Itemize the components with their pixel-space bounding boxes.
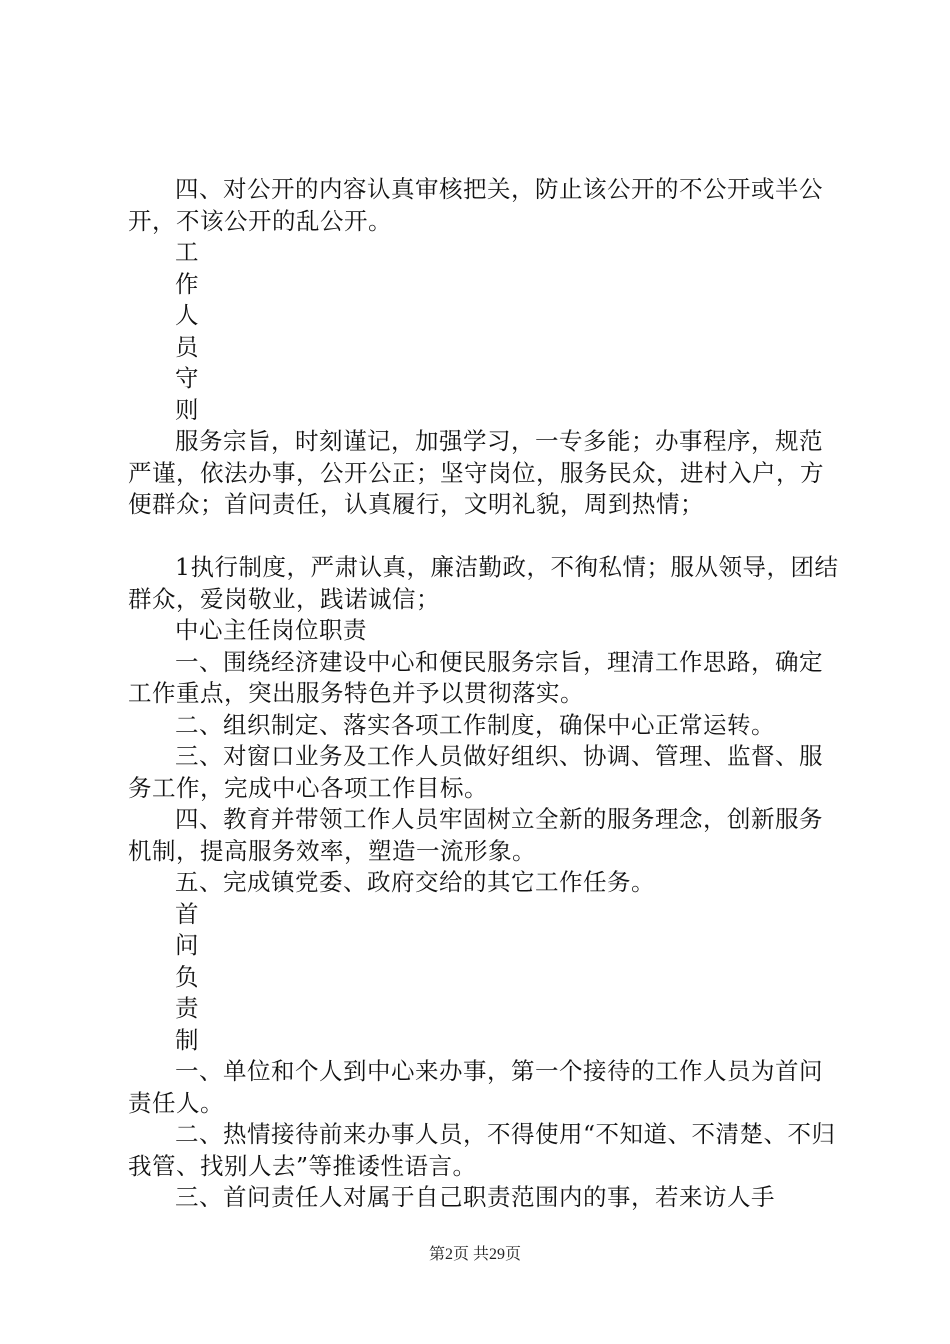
paragraph: 一、围绕经济建设中心和便民服务宗旨，理清工作思路，确定工作重点，突出服务特色并予以贯彻落实。	[128, 647, 823, 707]
vertical-heading-work-rules	[128, 237, 840, 426]
heading-char: 人	[175, 301, 199, 329]
heading-char: 首	[175, 899, 199, 928]
paragraph: 一、单位和个人到中心来办事，第一个接待的工作人员为首问责任人。	[128, 1057, 823, 1117]
section-heading: 中心主任岗位职责	[175, 616, 367, 644]
paragraph: 1执行制度，严肃认真，廉洁勤政，不徇私情；服从领导，团结群众，爱岗敬业，践诺诚信；	[128, 553, 839, 613]
paragraph: 四、对公开的内容认真审核把关，防止该公开的不公开或半公开，不该公开的乱公开。	[128, 175, 823, 235]
blank-line	[128, 521, 840, 553]
heading-char: 工	[175, 238, 199, 266]
paragraph: 三、首问责任人对属于自己职责范围内的事，若来访人手	[175, 1183, 775, 1211]
document-body	[128, 174, 840, 1214]
paragraph: 二、组织制定、落实各项工作制度，确保中心正常运转。	[175, 710, 775, 739]
heading-char: 作	[175, 269, 199, 298]
heading-char: 责	[175, 994, 199, 1022]
heading-char: 负	[175, 962, 199, 991]
paragraph: 三、对窗口业务及工作人员做好组织、协调、管理、监督、服务工作，完成中心各项工作目标。	[128, 742, 823, 802]
paragraph: 服务宗旨，时刻谨记，加强学习，一专多能；办事程序，规范严谨，依法办事，公开公正；坚守岗位，服务民众，进村入户，方便群众；首问责任，认真履行，文明礼貌，周到热情；	[128, 427, 824, 518]
paragraph: 五、完成镇党委、政府交给的其它工作任务。	[175, 868, 655, 896]
heading-char: 员	[175, 332, 199, 361]
heading-char: 守	[175, 364, 199, 392]
heading-char: 制	[175, 1025, 199, 1054]
heading-char: 问	[175, 931, 199, 959]
heading-char: 则	[175, 395, 199, 424]
paragraph: 四、教育并带领工作人员牢固树立全新的服务理念，创新服务机制，提高服务效率，塑造一流形象。	[128, 805, 823, 865]
page-footer: 第2页 共29页	[428, 1246, 521, 1263]
vertical-heading-first-inquiry	[128, 899, 840, 1057]
paragraph: 二、热情接待前来办事人员，不得使用“不知道、不清楚、不归我管、找别人去”等推诿性语言。	[128, 1120, 836, 1180]
